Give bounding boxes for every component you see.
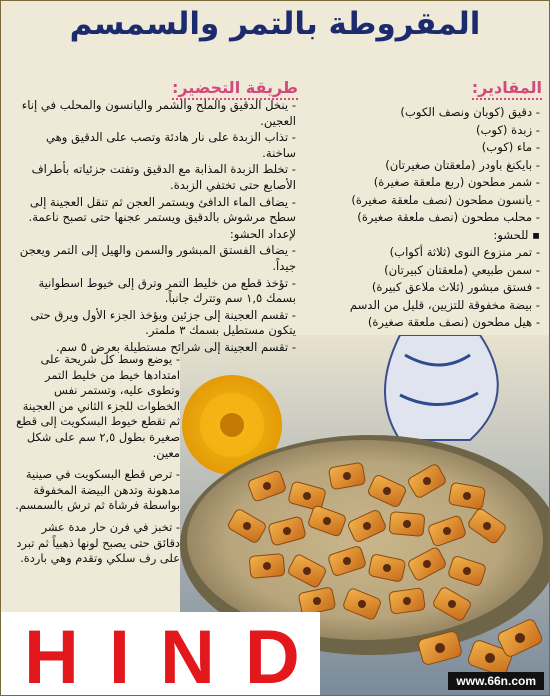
step-text: - تؤخذ قطع من خليط التمر وترق إلى خيوط اسطوانية بسمك ١,٥ سم وتترك جانباً.	[38, 275, 296, 306]
step-text: - يضاف الفستق المبشور والسمن والهيل إلى التمر ويعجن جيداً.	[19, 243, 296, 273]
step-text: - ينخل الدقيق والملح والشمر واليانسون والمحلب في إناء العجين.	[21, 98, 296, 128]
list-item: - شمر مطحون (ربع ملعقة صغيرة)	[373, 175, 540, 189]
preparation-steps-continued	[14, 352, 180, 573]
step-text: - تقسم العجينة إلى جزئين ويؤخذ الجزء الأول ويرق حتى يتكون مستطيل بسمك ٣ ملمتر.	[30, 307, 296, 338]
step-text: - تخبز في فرن حار مدة عشر دقائق حتى يصبح لونها ذهبياً ثم تبرد على رف سلكي وتقدم وهي باردة.	[16, 519, 180, 566]
step-text: - يوضع وسط كل شريحة على امتدادها خيط من خليط التمر وتطوى عليه، وتستمر نفس الخطوات للجزء الثاني من العجينة ثم تقطع خيوط البسكويت إلى قطع صغيرة بطول ٢,٥ سم على شكل معين.	[16, 352, 180, 460]
list-item: - ماء (كوب)	[481, 140, 540, 154]
website-link[interactable]: www.66n.com	[448, 672, 544, 690]
preparation-steps	[14, 98, 296, 357]
step-text: - تقسم العجينة إلى شرائح مستطيلة بعرض ٥ سم.	[55, 339, 296, 354]
list-item: - زبدة (كوب)	[475, 122, 540, 137]
list-item: - يانسون مطحون (نصف ملعقة صغيرة)	[351, 192, 540, 207]
list-item: - فستق مبشور (ثلاث ملاعق كبيرة)	[371, 280, 540, 294]
list-item: - سمن طبيعي (ملعقتان كبيرتان)	[384, 262, 540, 277]
list-item: - محلب مطحون (نصف ملعقة صغيرة)	[357, 210, 540, 224]
step-text: لإعداد الحشو:	[229, 226, 296, 241]
ingredients-heading: المقادير:	[472, 78, 542, 100]
list-item: - تمر منزوع النوى (ثلاثة أكواب)	[389, 245, 540, 259]
ingredients-list	[308, 104, 540, 332]
list-item: ▪ للحشو:	[493, 227, 540, 242]
recipe-title: المقروطة بالتمر والسمسم	[69, 6, 481, 42]
list-item: - هيل مطحون (نصف ملعقة صغيرة)	[367, 315, 540, 329]
step-text: - تذاب الزبدة على نار هادئة وتصب على الدقيق وهي ساخنة.	[46, 130, 296, 160]
list-item: - بيضة مخفوقة للتزيين، قليل من الدسم	[349, 297, 540, 312]
list-item: - دقيق (كوبان ونصف الكوب)	[400, 105, 540, 119]
preparation-heading: طريقة التحضير:	[172, 78, 298, 100]
watermark-text: HIND	[24, 615, 330, 696]
watermark-banner	[0, 612, 330, 696]
list-item: - بايكنغ باودر (ملعقتان صغيرتان)	[385, 157, 540, 172]
step-text: - تخلط الزبدة المذابة مع الدقيق وتفتت جزئياته بأطراف الأصابع حتى تختفي الزبدة.	[31, 162, 296, 192]
step-text: - ترص قطع البسكويت في صينية مدهونة وتدهن البيضة المخفوقة بواسطة فرشاة ثم ترش بالسمسم.	[15, 467, 180, 513]
step-text: - يضاف الماء الدافئ ويستمر العجن ثم تنقل العجينة إلى سطح مرشوش بالدقيق ويستمر عجنها حتى تصبح ناعمة.	[28, 194, 296, 225]
